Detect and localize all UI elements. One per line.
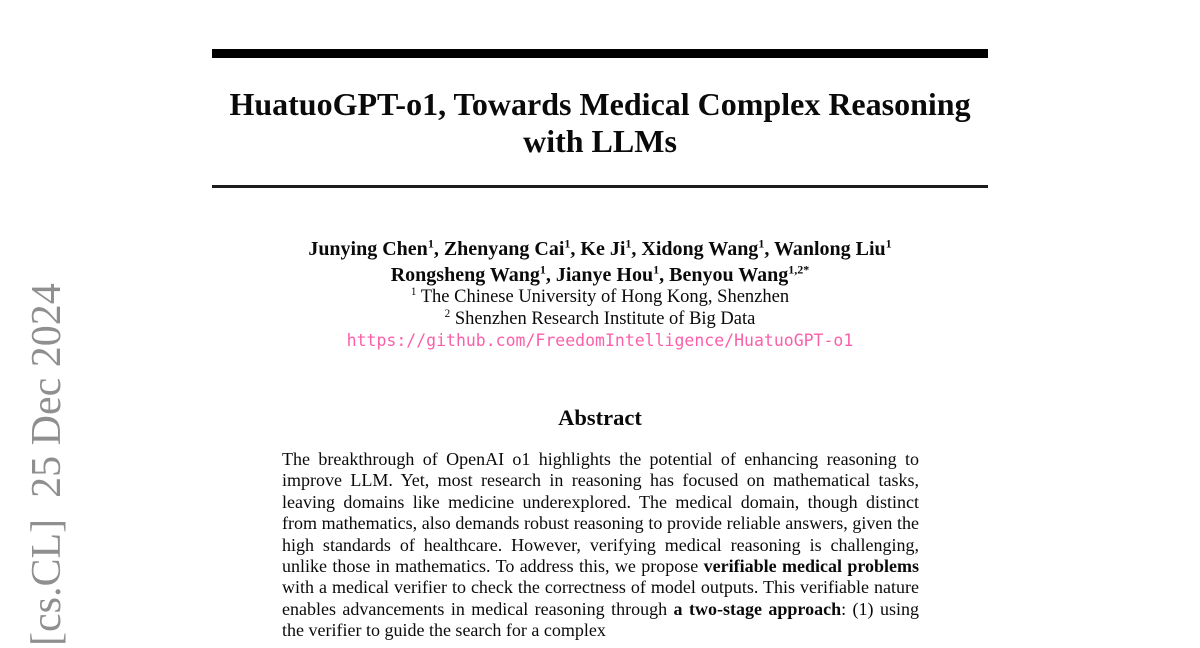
paper-title bbox=[212, 86, 988, 160]
author-name: Jianye Hou bbox=[555, 264, 654, 286]
affiliation-text: The Chinese University of Hong Kong, Shenzhen bbox=[416, 287, 790, 307]
author-affiliation-sup: 1 bbox=[564, 236, 571, 251]
paper-title-line1: HuatuoGPT-o1, Towards Medical Complex Reasoning bbox=[229, 86, 971, 122]
affiliation-block bbox=[212, 287, 988, 330]
author-name: Zhenyang Cai bbox=[443, 238, 565, 260]
abstract-paragraph bbox=[282, 449, 919, 642]
affiliation-2 bbox=[212, 309, 988, 331]
author-separator: , bbox=[570, 238, 581, 260]
abstract-bold-segment: a two-stage approach bbox=[673, 598, 842, 619]
author-affiliation-sup: 1 bbox=[885, 236, 892, 251]
author-affiliation-sup: 1 bbox=[758, 236, 765, 251]
author-name: Ke Ji bbox=[580, 238, 626, 260]
author-line-1 bbox=[212, 236, 988, 262]
author-affiliation-sup: 1 bbox=[625, 236, 632, 251]
affiliation-1 bbox=[212, 287, 988, 309]
author-name: Benyou Wang bbox=[669, 264, 789, 286]
title-rule-top bbox=[212, 49, 988, 58]
author-separator: , bbox=[433, 238, 444, 260]
author-separator: , bbox=[764, 238, 774, 260]
author-name: Rongsheng Wang bbox=[390, 264, 540, 286]
affiliation-sup: 1 bbox=[410, 285, 417, 298]
author-separator: , bbox=[545, 264, 556, 286]
author-affiliation-sup: 1 bbox=[539, 262, 546, 277]
abstract-text-segment: with a medical verifier to check the correctness of model outputs. This verifiable nature enables advancements in medical reasoning through bbox=[282, 577, 919, 619]
abstract-bold-segment: verifiable medical problems bbox=[703, 556, 919, 577]
title-rule-bottom bbox=[212, 185, 988, 188]
affiliation-sup: 2 bbox=[444, 307, 451, 320]
author-name: Xidong Wang bbox=[641, 238, 759, 260]
author-line-2 bbox=[212, 262, 988, 288]
author-affiliation-sup: 1 bbox=[653, 262, 660, 277]
author-block bbox=[212, 236, 988, 288]
author-separator: , bbox=[631, 238, 642, 260]
author-name: Wanlong Liu bbox=[773, 238, 886, 260]
github-link[interactable]: https://github.com/FreedomIntelligence/HuatuoGPT-o1 bbox=[346, 331, 854, 350]
author-affiliation-sup: 1,2* bbox=[788, 262, 810, 277]
abstract-heading: Abstract bbox=[558, 405, 642, 430]
github-link-line bbox=[212, 331, 988, 351]
author-separator: , bbox=[659, 264, 670, 286]
paper-title-line2: with LLMs bbox=[523, 123, 677, 159]
author-affiliation-sup: 1 bbox=[427, 236, 434, 251]
abstract-text-segment: The breakthrough of OpenAI o1 highlights the potential of enhancing reasoning to improve LLM. Yet, most research in reasoning has focused on mathematical tasks, leaving domains like medicine underexplored. The medical domain, though distinct from mathematics, also demands robust reasoning to provide reliable answers, given the high standards of healthcare. However, verifying medical reasoning is challenging, unlike those in mathematics. To address this, we propose bbox=[282, 449, 919, 577]
abstract-text-segment: : (1) using the verifier to guide the search for a complex bbox=[282, 598, 919, 641]
arxiv-watermark: [cs.CL] 25 Dec 2024 bbox=[24, 283, 70, 646]
author-name: Junying Chen bbox=[308, 238, 428, 260]
affiliation-text: Shenzhen Research Institute of Big Data bbox=[450, 308, 756, 329]
